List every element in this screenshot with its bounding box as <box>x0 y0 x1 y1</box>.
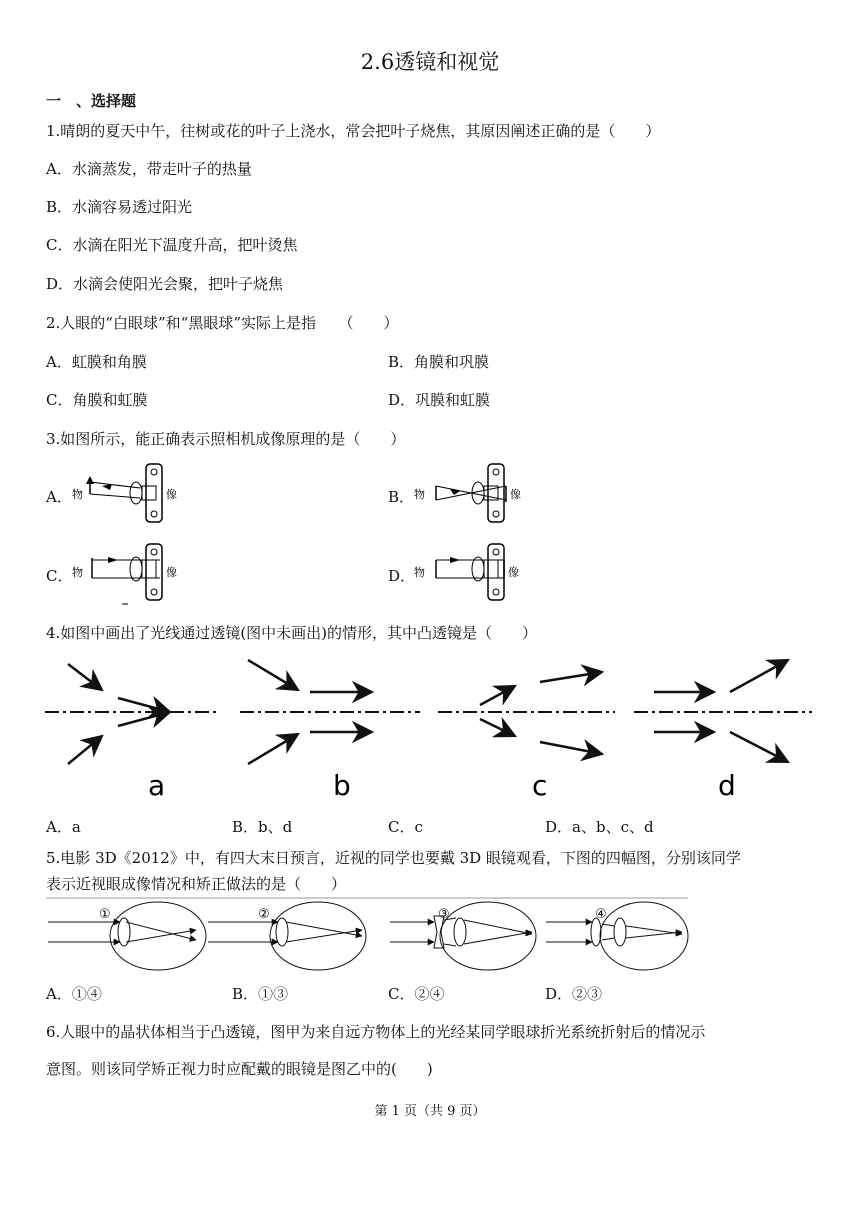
question-1-option-c: C．水滴在阳光下温度升高，把叶烫焦 <box>46 236 298 254</box>
question-5-option-c: C．②④ <box>388 985 445 1003</box>
question-5-option-d: D．②③ <box>545 985 603 1003</box>
question-2-option-b: B．角膜和巩膜 <box>388 353 490 371</box>
object-label: 物 <box>72 488 83 501</box>
question-5-stem-line1: 5.电影 3D《2012》中，有四大末日预言，近视的同学也要戴 3D 眼镜观看，下图的四幅图，分别该同学 <box>46 849 741 867</box>
camera-diagram-c <box>72 540 187 606</box>
image-label: 像 <box>510 488 521 501</box>
image-label: 像 <box>166 488 177 501</box>
question-3-option-c: C． <box>46 567 73 585</box>
eye-label-2: ② <box>258 907 270 922</box>
eye-diagrams <box>46 898 691 976</box>
question-2-option-c: C．角膜和虹膜 <box>46 391 148 409</box>
figure-label-c: c <box>532 769 548 802</box>
object-label: 物 <box>414 488 425 501</box>
question-3-option-a: A． <box>46 488 72 506</box>
ray-diagram-d <box>634 660 812 802</box>
ray-diagram-b <box>240 660 420 802</box>
question-1-option-d: D．水滴会使阳光会聚，把叶子烧焦 <box>46 275 284 293</box>
image-label: 像 <box>166 566 177 579</box>
eye-label-3: ③ <box>438 907 450 922</box>
question-3-option-d: D． <box>388 567 416 585</box>
light-ray-diagrams <box>40 650 820 800</box>
eye-diagram-4 <box>546 902 688 970</box>
question-4-option-d: D．a、b、c、d <box>545 818 654 836</box>
camera-diagram-b <box>414 462 529 524</box>
section-heading: 一 、选择题 <box>46 92 137 110</box>
object-label: 物 <box>72 566 83 579</box>
question-4-option-a: A．a <box>46 818 81 836</box>
eye-diagram-2 <box>208 902 366 970</box>
question-1-option-a: A．水滴蒸发，带走叶子的热量 <box>46 160 252 178</box>
question-2-option-d: D．巩膜和虹膜 <box>388 391 491 409</box>
question-2-option-a: A．虹膜和角膜 <box>46 353 147 371</box>
question-1-stem: 1.晴朗的夏天中午，往树或花的叶子上浇水，常会把叶子烧焦，其原因阐述正确的是（ ） <box>46 122 661 140</box>
question-4-option-b: B．b、d <box>232 818 293 836</box>
question-5-option-a: A．①④ <box>46 985 102 1003</box>
ray-diagram-c <box>438 672 615 802</box>
figure-label-b: b <box>333 769 351 802</box>
question-6-stem-line2: 意图。则该同学矫正视力时应配戴的眼镜是图乙中的( ) <box>46 1060 433 1078</box>
eye-label-4: ④ <box>595 907 607 922</box>
question-4-stem: 4.如图中画出了光线通过透镜(图中未画出)的情形，其中凸透镜是（ ） <box>46 624 538 642</box>
page-title: 2.6透镜和视觉 <box>360 50 500 74</box>
page-footer: 第 1 页（共 9 页） <box>374 1104 486 1119</box>
object-label: 物 <box>414 566 425 579</box>
question-3-stem: 3.如图所示，能正确表示照相机成像原理的是（ ） <box>46 430 406 448</box>
question-6-stem-line1: 6.人眼中的晶状体相当于凸透镜，图甲为来自远方物体上的光经某同学眼球折光系统折射后的情况示 <box>46 1023 706 1041</box>
question-5-option-b: B．①③ <box>232 985 289 1003</box>
ray-diagram-a <box>45 664 220 802</box>
camera-diagram-a <box>72 462 187 524</box>
question-4-option-c: C．c <box>388 818 423 836</box>
question-1-option-b: B．水滴容易透过阳光 <box>46 198 193 216</box>
eye-label-1: ① <box>99 907 111 922</box>
camera-diagram-d <box>414 540 529 606</box>
question-5-stem-line2: 表示近视眼成像情况和矫正做法的是（ ） <box>46 875 347 893</box>
figure-label-d: d <box>718 769 736 802</box>
question-2-stem: 2.人眼的“白眼球”和“黑眼球”实际上是指 （ ） <box>46 314 399 332</box>
image-label: 像 <box>508 566 519 579</box>
eye-diagram-1 <box>48 902 206 970</box>
figure-label-a: a <box>148 769 166 802</box>
eye-diagram-3 <box>390 902 536 970</box>
question-3-option-b: B． <box>388 488 415 506</box>
